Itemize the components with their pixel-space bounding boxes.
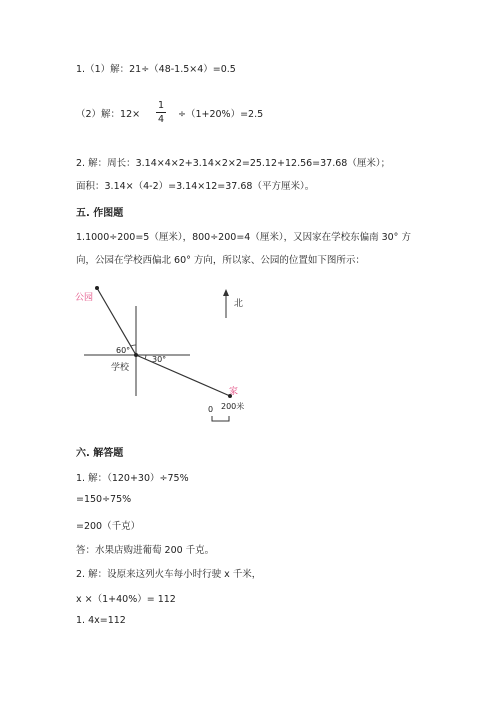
sec6-line-1: 1. 解：（120+30）÷75% (76, 473, 189, 484)
school-label: 学校 (111, 363, 130, 373)
sec4-q2-prefix: （2）解：12× (76, 109, 141, 120)
sec5-line1: 1.1000÷200=5（厘米），800÷200=4（厘米），又因家在学校东偏南 30° 方 (76, 232, 411, 243)
sec4-q3-line2: 面积：3.14×（4-2）=3.14×12=37.68（平方厘米）。 (76, 181, 315, 192)
sec4-q3-line1: 2. 解：周长：3.14×4×2+3.14×2×2=25.12+12.56=37.68（厘米）； (76, 158, 391, 169)
park-line (97, 288, 136, 355)
sec5-line2: 向，公园在学校西偏北 60° 方向，所以家、公园的位置如下图所示： (76, 255, 365, 266)
home-label: 家 (229, 387, 239, 397)
sec6-line-2: =150÷75% (76, 494, 132, 505)
scale-zero-label: 0 (208, 405, 214, 414)
fraction-denominator: 4 (157, 114, 165, 125)
sec4-q1: 1.（1）解：21÷（48-1.5×4）=0.5 (76, 64, 236, 75)
fraction-numerator: 1 (157, 100, 165, 111)
angle-arc-park (131, 345, 136, 346)
park-point (95, 286, 99, 290)
angle-home-label: 30° (152, 355, 167, 364)
sec6-line-4: 答：水果店购进葡萄 200 千克。 (76, 545, 215, 556)
sec5-title: 五. 作图题 (76, 208, 124, 219)
park-label: 公园 (75, 293, 94, 303)
sec4-q2-suffix: ÷（1+20%）=2.5 (178, 109, 264, 120)
scale-bar (212, 416, 229, 421)
sec6-line-5: 2. 解：设原来这列火车每小时行驶 x 千米， (76, 569, 262, 580)
school-point (134, 353, 138, 357)
home-line (136, 355, 230, 396)
sec6-line-3: =200（千克） (76, 521, 141, 532)
sec6-title: 六. 解答题 (76, 448, 124, 459)
sec6-line-6: x ×（1+40%）= 112 (76, 594, 176, 605)
angle-park-label: 60° (116, 346, 131, 355)
north-arrow-head (223, 289, 229, 296)
sec6-line-7: 1. 4x=112 (76, 615, 126, 626)
north-label: 北 (234, 299, 244, 309)
angle-arc-home (145, 355, 146, 359)
scale-length-label: 200米 (221, 402, 245, 411)
